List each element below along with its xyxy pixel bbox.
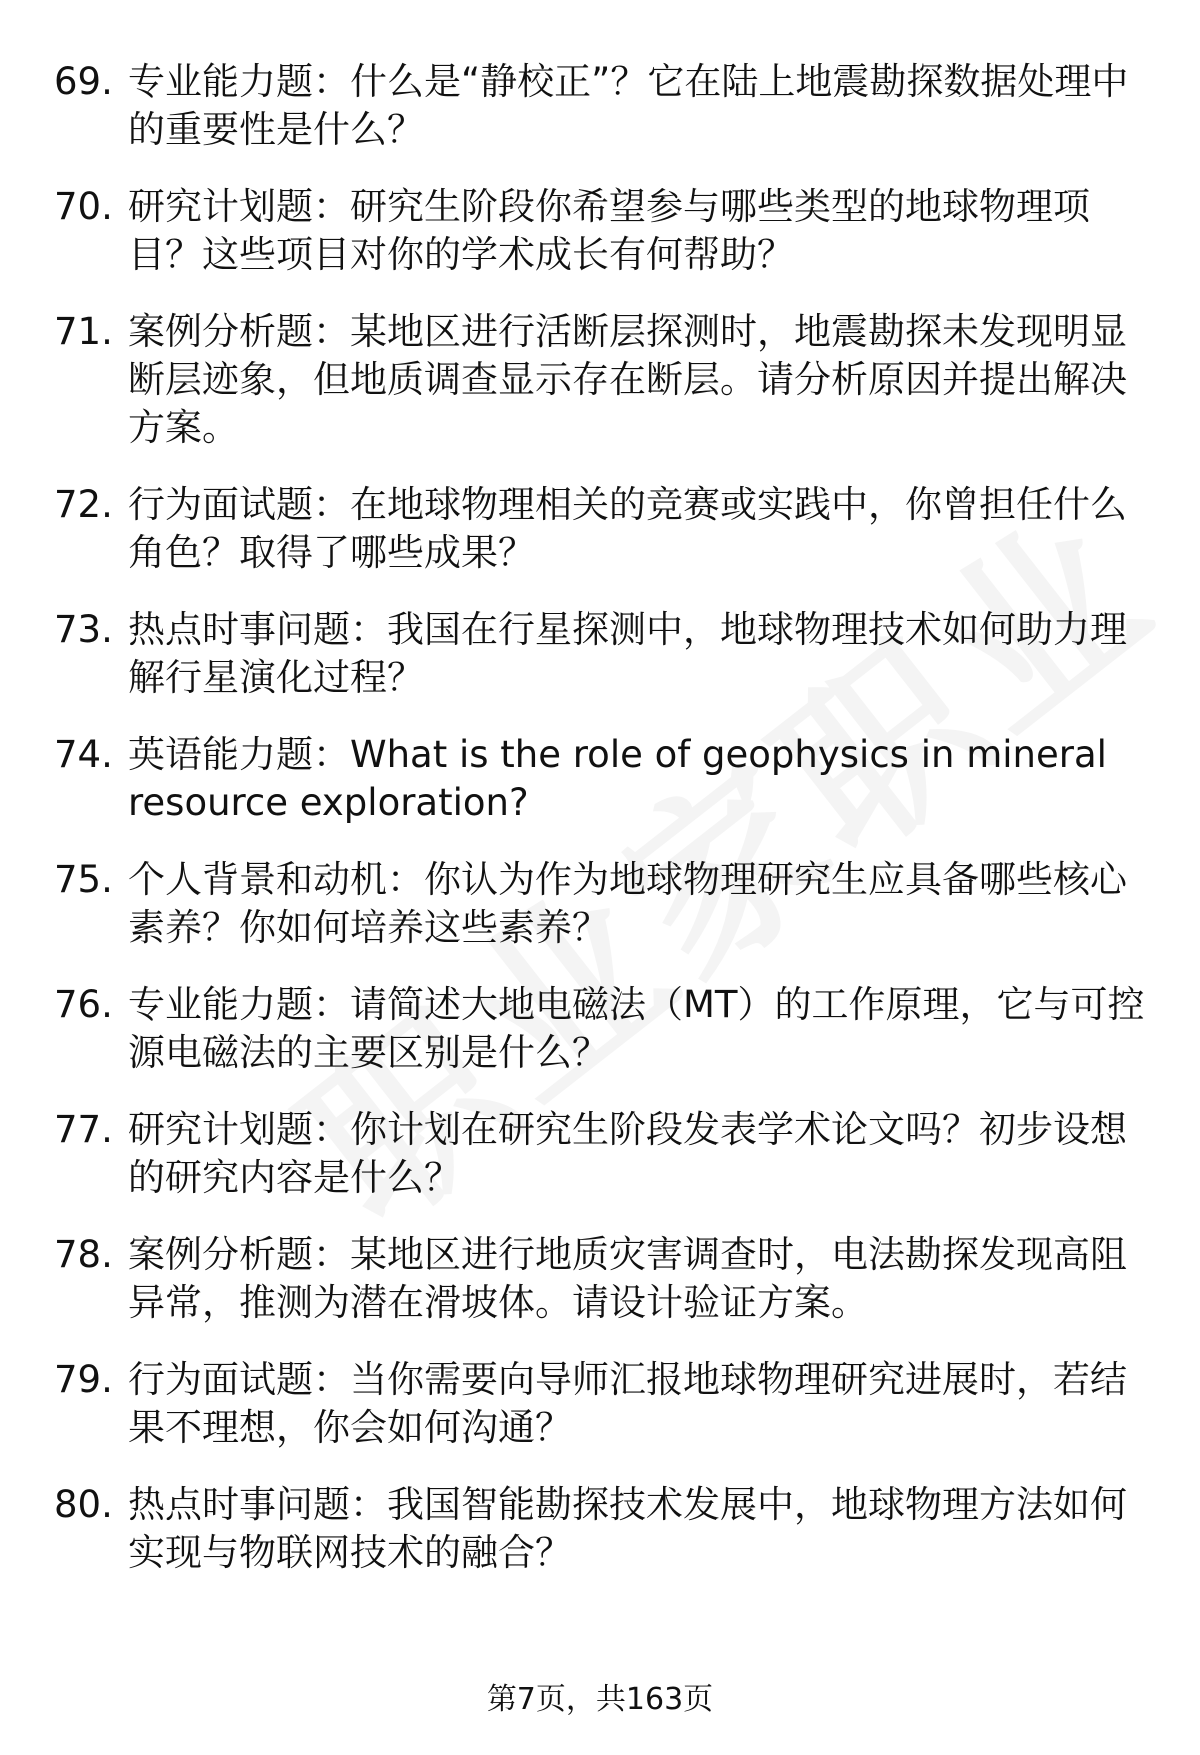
question-item: [0, 481, 1200, 577]
question-item: [0, 183, 1200, 279]
question-item: [0, 58, 1200, 154]
question-text: 英语能力题：What is the role of geophysics in mineral resource exploration?: [128, 733, 1107, 824]
question-text: 热点时事问题：我国在行星探测中，地球物理技术如何助力理解行星演化过程？: [128, 608, 1127, 699]
question-number: 71.: [54, 310, 113, 353]
question-item: [0, 981, 1200, 1077]
question-text: 行为面试题：在地球物理相关的竞赛或实践中，你曾担任什么角色？取得了哪些成果？: [128, 483, 1127, 574]
question-item: [0, 1106, 1200, 1202]
question-text: 研究计划题：你计划在研究生阶段发表学术论文吗？初步设想的研究内容是什么？: [128, 1108, 1127, 1199]
question-item: [0, 731, 1200, 827]
question-text: 热点时事问题：我国智能勘探技术发展中，地球物理方法如何实现与物联网技术的融合？: [128, 1483, 1127, 1574]
question-text: 专业能力题：什么是“静校正”？它在陆上地震勘探数据处理中的重要性是什么？: [128, 60, 1129, 151]
question-item: [0, 1231, 1200, 1327]
question-item: [0, 308, 1200, 452]
question-number: 76.: [54, 983, 113, 1026]
question-number: 77.: [54, 1108, 113, 1151]
question-text: 案例分析题：某地区进行活断层探测时，地震勘探未发现明显断层迹象，但地质调查显示存在断层。请分析原因并提出解决方案。: [128, 310, 1127, 449]
question-text: 研究计划题：研究生阶段你希望参与哪些类型的地球物理项目？这些项目对你的学术成长有何帮助？: [128, 185, 1090, 276]
question-text: 行为面试题：当你需要向导师汇报地球物理研究进展时，若结果不理想，你会如何沟通？: [128, 1358, 1127, 1449]
question-list: [0, 58, 1200, 1606]
question-number: 72.: [54, 483, 113, 526]
page-number-footer: 第7页，共163页: [486, 1682, 714, 1717]
question-item: [0, 1481, 1200, 1577]
question-number: 74.: [54, 733, 113, 776]
question-number: 78.: [54, 1233, 113, 1276]
question-number: 73.: [54, 608, 113, 651]
question-number: 69.: [54, 60, 113, 103]
question-item: [0, 856, 1200, 952]
question-item: [0, 1356, 1200, 1452]
question-number: 79.: [54, 1358, 113, 1401]
question-text: 个人背景和动机：你认为作为地球物理研究生应具备哪些核心素养？你如何培养这些素养？: [128, 858, 1127, 949]
question-text: 专业能力题：请简述大地电磁法（MT）的工作原理，它与可控源电磁法的主要区别是什么？: [128, 983, 1145, 1074]
question-number: 75.: [54, 858, 113, 901]
question-number: 70.: [54, 185, 113, 228]
question-number: 80.: [54, 1483, 113, 1526]
question-item: [0, 606, 1200, 702]
question-text: 案例分析题：某地区进行地质灾害调查时，电法勘探发现高阻异常，推测为潜在滑坡体。请设计验证方案。: [128, 1233, 1127, 1324]
